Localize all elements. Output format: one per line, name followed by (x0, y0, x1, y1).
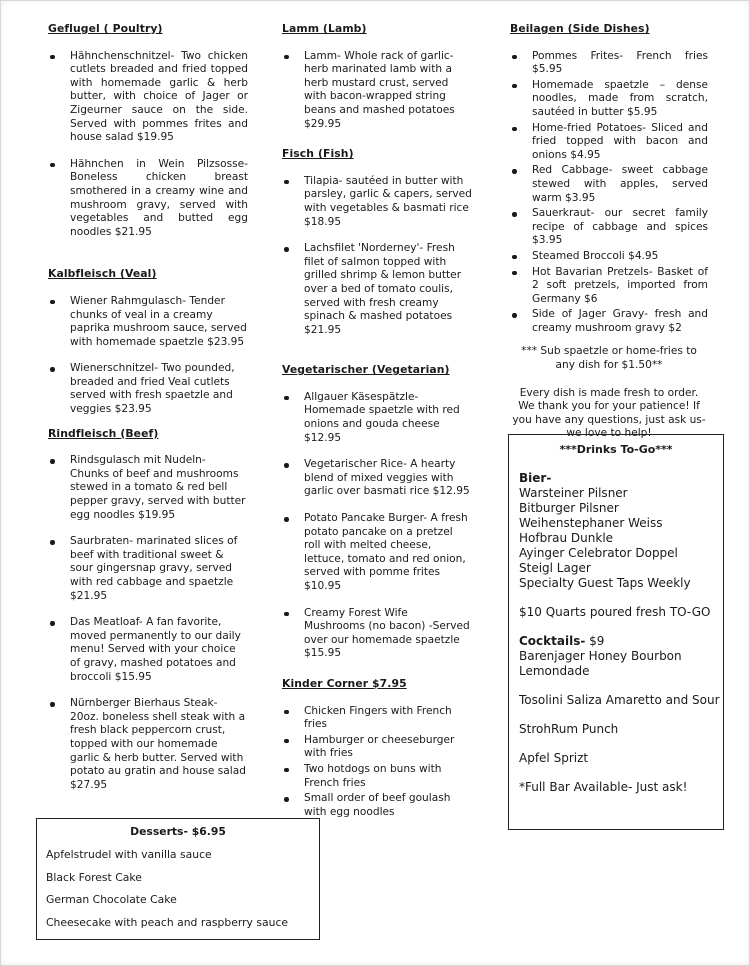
menu-item: Rindsgulasch mit Nudeln- Chunks of beef and mushrooms stewed in a tomato & red bell pepper gravy, served with butter egg noodles $19.95 (48, 454, 248, 522)
cocktail-item: Barenjager Honey Bourbon Lemondade (519, 649, 682, 678)
section-fish (282, 147, 472, 337)
desserts-list (46, 848, 319, 938)
section-heading: Fisch (Fish) (282, 147, 354, 161)
beer-item: Warsteiner Pilsner (519, 486, 628, 500)
menu-column-right (510, 22, 708, 441)
menu-list (48, 50, 248, 240)
beer-item: Bitburger Pilsner (519, 501, 619, 515)
dessert-item: German Chocolate Cake (46, 893, 177, 906)
section-kids (282, 677, 472, 819)
menu-item: Vegetarischer Rice- A hearty blend of mixed veggies with garlic over basmati rice $12.95 (282, 458, 472, 499)
cocktail-item: StrohRum Punch (519, 722, 619, 736)
menu-item: Red Cabbage- sweet cabbage stewed with apples, served warm $3.95 (510, 164, 708, 205)
beer-item: Weihenstephaner Weiss (519, 516, 663, 530)
beer-item: Specialty Guest Taps Weekly (519, 576, 691, 590)
menu-item: Home-fried Potatoes- Sliced and fried topped with bacon and onions $4.95 (510, 122, 708, 163)
menu-item: Hot Bavarian Pretzels- Basket of 2 soft pretzels, imported from Germany $6 (510, 266, 708, 307)
menu-item: Two hotdogs on buns with French fries (282, 763, 472, 790)
fresh-note: Every dish is made fresh to order. We thank you for your patience! If you have any questions, just ask us- we love to help! (512, 386, 706, 440)
sub-note: *** Sub spaetzle or home-fries to any dish for $1.50** (521, 345, 697, 372)
menu-item: Saurbraten- marinated slices of beef with traditional sweet & sour gingersnap gravy, served with red cabbage and spaetzle $21.95 (48, 535, 248, 603)
menu-item: Nürnberger Bierhaus Steak- 20oz. boneless shell steak with a fresh black peppercorn crust, topped with our homemade garlic & herb butter. Served with potato au gratin and house salad $27.95 (48, 697, 248, 792)
beer-label: Bier- (519, 471, 552, 485)
menu-item: Sauerkraut- our secret family recipe of cabbage and spices $3.95 (510, 207, 708, 248)
dessert-item: Black Forest Cake (46, 870, 142, 884)
menu-item: Wienerschnitzel- Two pounded, breaded and fried Veal cutlets served with fresh spaetzle and veggies $23.95 (48, 362, 248, 416)
menu-item: Creamy Forest Wife Mushrooms (no bacon) -Served over our homemade spaetzle $15.95 (282, 607, 472, 661)
section-sides (510, 22, 708, 335)
menu-item: Potato Pancake Burger- A fresh potato pancake on a pretzel roll with melted cheese, lettuce, tomato and red onion, served with pomme frites $10.95 (282, 512, 472, 594)
menu-item: Lachsfilet 'Norderney'- Fresh filet of salmon topped with grilled shrimp & lemon butter over a bed of tomato coulis, served with fresh creamy spinach & mashed potatoes $21.95 (282, 242, 472, 337)
cocktail-item: Apfel Sprizt (519, 751, 589, 765)
menu-item: Wiener Rahmgulasch- Tender chunks of veal in a creamy paprika mushroom sauce, served with homemade spaetzle $23.95 (48, 295, 248, 349)
section-beef (48, 427, 248, 793)
menu-item: Allgauer Käsespätzle- Homemade spaetzle with red onions and gouda cheese $12.95 (282, 391, 472, 445)
menu-item: Das Meatloaf- A fan favorite, moved permanently to our daily menu! Served with your choice of gravy, mashed potatoes and broccoli $15.95 (48, 616, 248, 684)
menu-item: Chicken Fingers with French fries (282, 705, 472, 732)
menu-item: Hamburger or cheeseburger with fries (282, 734, 472, 761)
menu-column-middle (282, 22, 472, 829)
menu-column-left (48, 22, 248, 805)
menu-list (48, 454, 248, 792)
section-heading: Beilagen (Side Dishes) (510, 22, 650, 35)
menu-list (282, 391, 472, 661)
cocktails-header (519, 634, 723, 649)
drinks-content (519, 471, 723, 795)
drinks-title: ***Drinks To-Go*** (559, 443, 673, 456)
section-poultry (48, 22, 248, 239)
section-heading: Kalbfleisch (Veal) (48, 267, 157, 281)
menu-list (282, 50, 472, 132)
section-heading: Lamm (Lamb) (282, 22, 367, 35)
cocktails-price: $9 (585, 634, 605, 648)
desserts-title: Desserts- $6.95 (130, 825, 226, 838)
section-heading: Rindfleisch (Beef) (48, 426, 159, 440)
menu-item: Pommes Frites- French fries $5.95 (510, 50, 708, 77)
menu-item: Tilapia- sautéed in butter with parsley, garlic & capers, served with vegetables & basmati rice $18.95 (282, 175, 472, 229)
beer-item: Hofbrau Dunkle (519, 531, 614, 545)
section-veal (48, 267, 248, 416)
full-bar-note: *Full Bar Available- Just ask! (519, 780, 688, 794)
section-vegetarian (282, 363, 472, 661)
section-heading: Kinder Corner $7.95 (282, 676, 407, 690)
menu-list (48, 295, 248, 417)
section-heading: Geflugel ( Poultry) (48, 22, 163, 35)
menu-item: Homemade spaetzle – dense noodles, made from scratch, sautéed in butter $5.95 (510, 79, 708, 120)
desserts-box (36, 818, 320, 940)
beer-item: Ayinger Celebrator Doppel (519, 546, 678, 560)
cocktails-label: Cocktails- (519, 634, 586, 648)
menu-item: Hähnchenschnitzel- Two chicken cutlets breaded and fried topped with homemade garlic & herb butter, with choice of Jager or Zigeurner sauce on the side. Served with pommes frites and house salad $19.95 (48, 50, 248, 145)
menu-item: Small order of beef goulash with egg noodles (282, 792, 472, 819)
section-heading: Vegetarischer (Vegetarian) (282, 363, 450, 377)
menu-item: Lamm- Whole rack of garlic-herb marinated lamb with a herb mustard crust, served with bacon-wrapped string beans and mashed potatoes $29.95 (282, 50, 472, 132)
dessert-item: Cheesecake with peach and raspberry sauce (46, 915, 289, 929)
menu-item: Hähnchen in Wein Pilzsosse- Boneless chicken breast smothered in a creamy wine and mushroom gravy, served with vegetables and butted egg noodles $21.95 (48, 158, 248, 240)
menu-item: Side of Jager Gravy- fresh and creamy mushroom gravy $2 (510, 308, 708, 335)
menu-item: Steamed Broccoli $4.95 (510, 250, 708, 264)
drinks-box (508, 434, 724, 830)
section-lamb (282, 22, 472, 131)
menu-list (510, 50, 708, 336)
menu-list (282, 175, 472, 338)
quarts-note: $10 Quarts poured fresh TO-GO (519, 605, 711, 619)
cocktail-item: Tosolini Saliza Amaretto and Sour (519, 693, 720, 707)
dessert-item: Apfelstrudel with vanilla sauce (46, 848, 212, 861)
beer-item: Steigl Lager (519, 561, 591, 575)
menu-list (282, 705, 472, 820)
